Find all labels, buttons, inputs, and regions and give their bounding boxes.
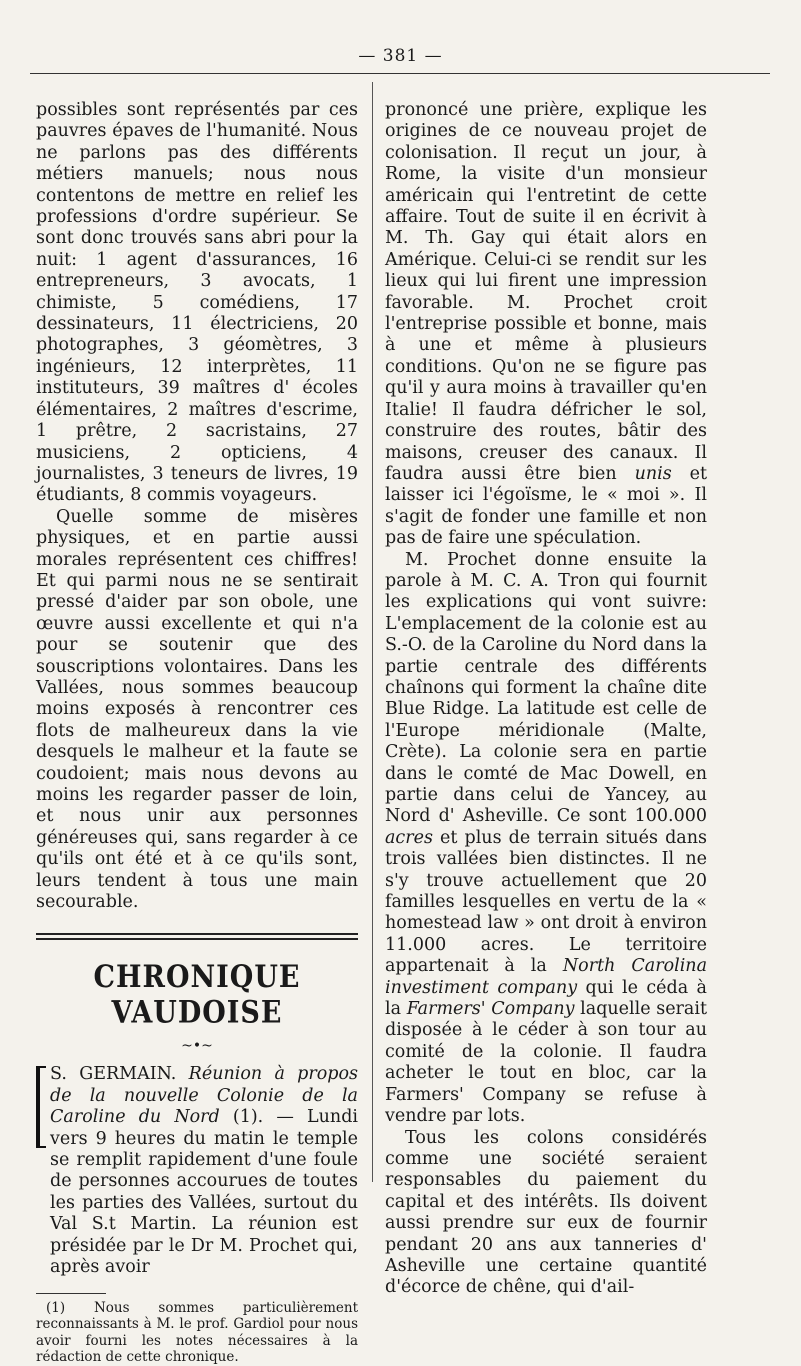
paragraph-prayer-text: prononcé une prière, explique les origines de ce nouveau projet de colonisation. Il reçut un jour, à Rome, la visite d'un monsieur américain qui l'entretint de cette affaire. Tout de suite il en écrivit à M. Th. Gay qui était alors en Amérique. Celui-ci se rendit sur les lieux qui lui firent une impression favorable. M. Prochet croit l'entreprise possible et bonne, mais à une et même à plusieurs conditions. Qu'on ne se figure pas qu'il y aura moins à travailler qu'en Italie! Il faudra défricher le sol, construire des routes, bâtir des maisons, creuser des canaux. Il faudra aussi être bien — [385, 100, 707, 484]
entry-paragraph — [50, 1064, 358, 1278]
entry-title: Réunion à propos de la nouvelle Colonie de la Caroline du Nord — [50, 1064, 358, 1128]
company-name-1: North Carolina investiment company — [385, 956, 708, 998]
entry-place: S. GERMAIN. — [50, 1064, 177, 1085]
footnote: (1) Nous sommes particulièrement reconnaissants à M. le prof. Gardiol pour nous avoir fourni les notes nécessaires à la rédaction de cette chronique. — [36, 1299, 358, 1365]
chronicle-entry — [36, 1064, 358, 1278]
column-divider — [372, 82, 373, 1182]
paragraph-tron-d: laquelle serait disposée à le céder à son tour au comité de la colonie. Il faudra acheter le tout en bloc, car la Farmers' Company se refuse à vendre par lots. — [385, 999, 707, 1127]
entry-text: (1). — Lundi vers 9 heures du matin le temple se remplit rapidement d'une foule de personnes accourues de toutes les parties des Vallées, surtout du Val S.t Martin. La réunion est présidée par le Dr M. Prochet qui, après avoir — [50, 1107, 358, 1278]
header-rule — [30, 73, 770, 74]
footnote-rule — [36, 1293, 106, 1294]
paragraph-tron-b: et plus de terrain situés dans trois vallées bien distinctes. Il ne s'y trouve actuellement que 20 familles lesquelles en vertu de la « homestead law » ont droit à environ 11.000 acres. Le territoire appartenait à la — [385, 827, 707, 977]
paragraph-misery: Quelle somme de misères physiques, et en partie aussi morales représentent ces chiffres! Et qui parmi nous ne se sentirait pressé d'aider par son obole, une œuvre aussi excellente et qui n'a pour se soutenir que des souscriptions volontaires. Dans les Vallées, nous sommes beaucoup moins exposés à rencontrer ces flots de malheureux dans la vie desquels le malheur et la faute se coudoient; mais nous devons au moins les regarder passer de loin, et nous unir aux personnes généreuses qui, sans regarder à ce qu'ils ont été et à ce qu'ils sont, leurs tendent à tous une main secourable. — [36, 506, 358, 913]
company-name-2: Farmers' Company — [406, 999, 575, 1020]
page-number: — 381 — — [358, 46, 443, 66]
section-title: CHRONIQUE VAUDOISE — [93, 959, 301, 1032]
paragraph-colons: Tous les colons considérés comme une société seraient responsables du paiement du capital et des intérêts. Ils doivent aussi prendre sur eux de fournir pendant 20 ans aux tanneries d' Asheville une certaine quantité d'écorce de chêne, qui d'ail- — [385, 1127, 707, 1298]
paragraph-tron-a: M. Prochet donne ensuite la parole à M. C. A. Tron qui fournit les explications qui vont suivre: L'emplacement de la colonie est au S.-O. de la Caroline du Nord dans la partie centrale des différents chaînons qui forment la chaîne dite Blue Ridge. La latitude est celle de l'Europe méridionale (Malte, Crète). La colonie sera en partie dans le comté de Mac Dowell, en partie dans celui de Yancey, au Nord d' Asheville. Ce sont 100.000 — [385, 549, 707, 827]
margin-bracket-icon — [36, 1066, 46, 1148]
paragraph-prayer — [385, 100, 707, 550]
paragraph-professions: possibles sont représentés par ces pauvres épaves de l'humanité. Nous ne parlons pas des différents métiers manuels; nous nous contentons de mettre en relief les professions d'ordre supérieur. Se sont donc trouvés sans abri pour la nuit: 1 agent d'assurances, 16 entrepreneurs, 3 avocats, 1 chimiste, 5 comédiens, 17 dessinateurs, 11 électriciens, 20 photographes, 3 géomètres, 3 ingénieurs, 12 interprètes, 11 instituteurs, 39 maîtres d' écoles élémentaires, 2 maîtres d'escrime, 1 prêtre, 2 sacristains, 27 musiciens, 2 opticiens, 4 journalistes, 3 teneurs de livres, 19 étudiants, 8 commis voyageurs. — [36, 100, 358, 506]
paragraph-prayer-end: et laisser ici l'égoïsme, le « moi ». Il s'agit de fonder une famille et non pas de faire une spéculation. — [385, 463, 708, 549]
paragraph-tron — [385, 550, 707, 1128]
section-separator — [36, 933, 358, 940]
left-column — [36, 100, 358, 1366]
ornament-icon: ~•~ — [181, 1038, 213, 1055]
word-unis: unis — [634, 463, 672, 484]
paragraph-tron-c: qui le céda à la — [385, 977, 707, 1020]
word-acres: acres — [385, 827, 433, 848]
right-column — [385, 100, 707, 1299]
